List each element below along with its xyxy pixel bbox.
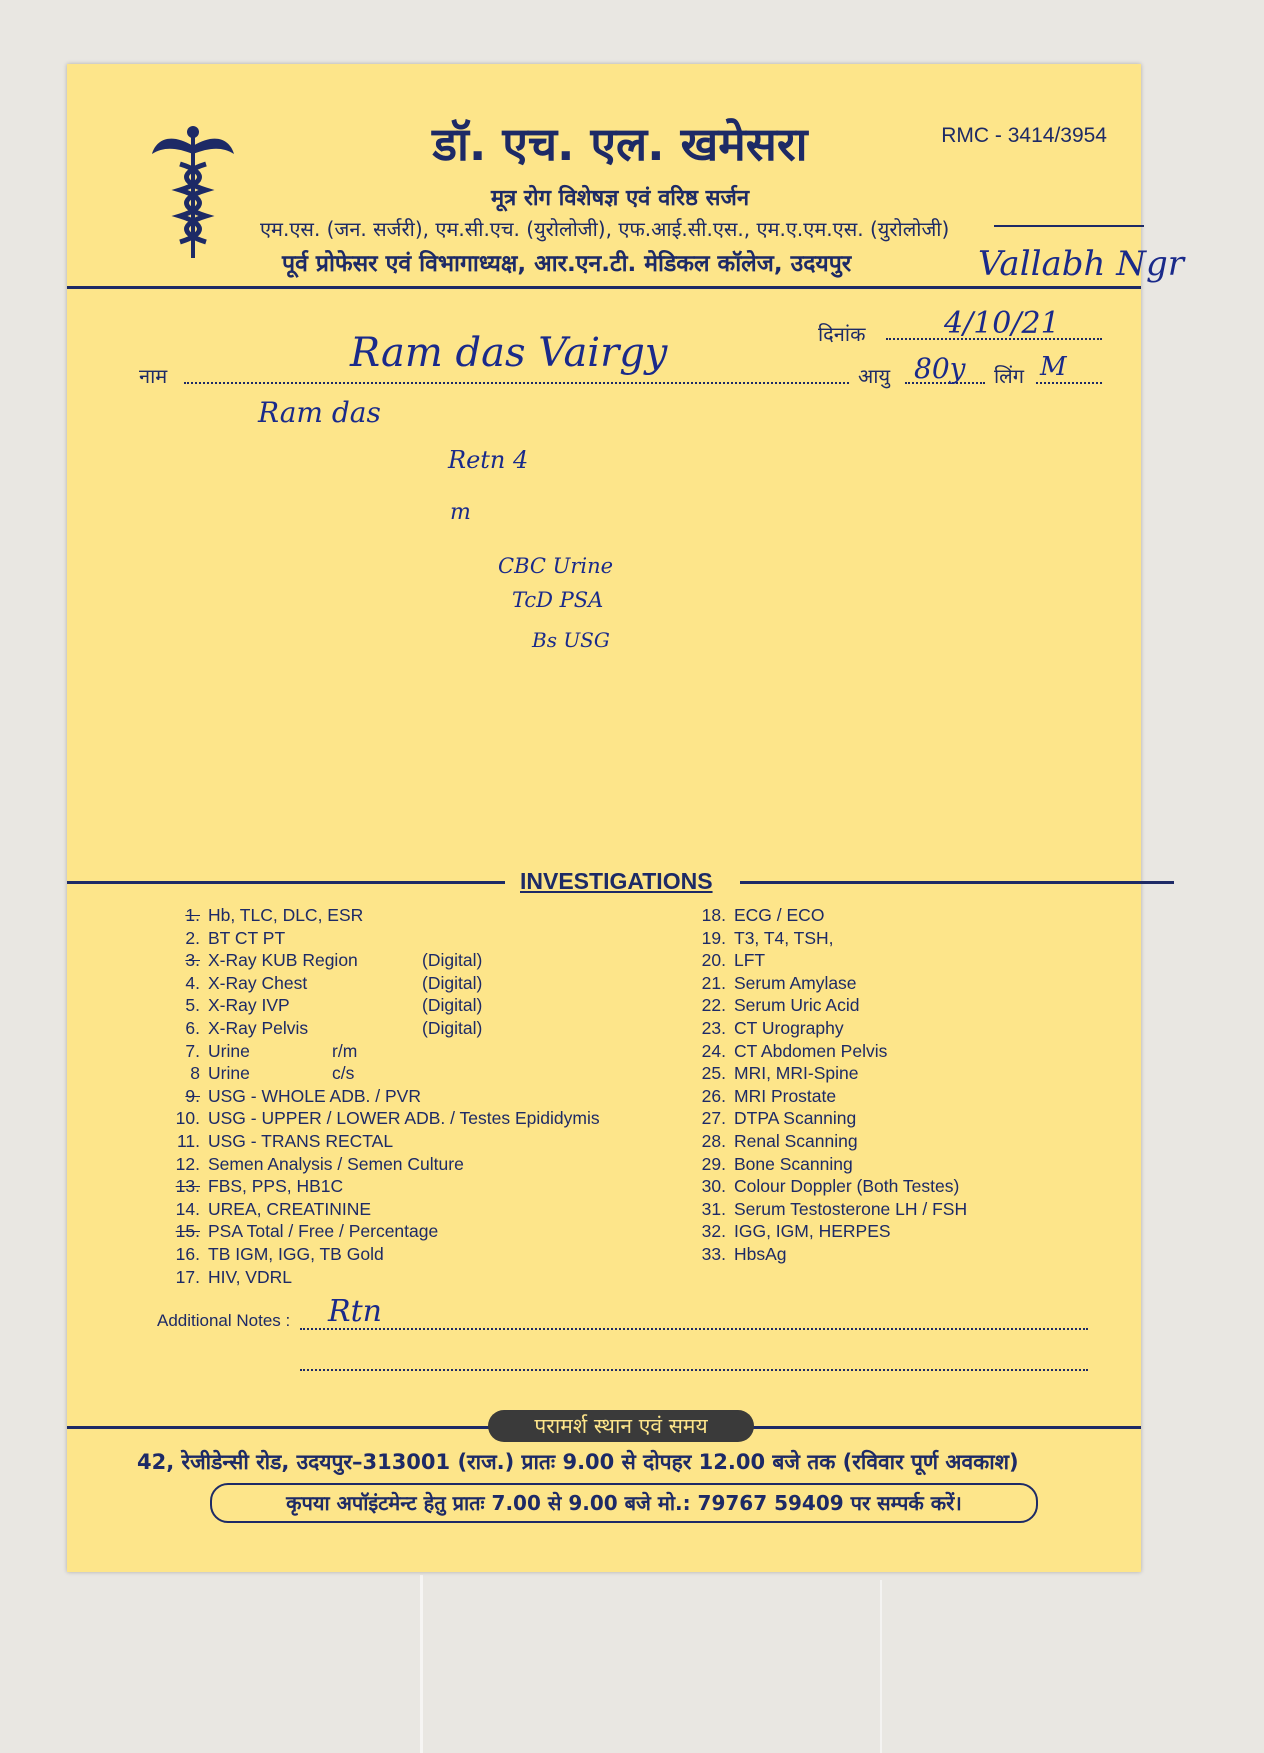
appointment-box: कृपया अपॉइंटमेन्ट हेतु प्रातः 7.00 से 9.00 बजे मो.: 79767 59409 पर सम्पर्क करें। [210, 1483, 1038, 1523]
additional-notes-value: Rtn [328, 1294, 382, 1329]
investigation-number: 3. [185, 950, 200, 971]
age-value: 80y [914, 352, 966, 385]
investigation-number: 8 [190, 1063, 200, 1084]
investigation-name: Hb, TLC, DLC, ESR [208, 905, 364, 925]
investigation-item [154, 1085, 600, 1108]
investigation-name: X-Ray KUB Region [208, 950, 358, 971]
investigation-item [154, 1220, 600, 1243]
backdrop-streak [420, 1575, 423, 1753]
backdrop-streak [880, 1580, 882, 1753]
clinic-address: 42, रेजीडेन्सी रोड, उदयपुर–313001 (राज.) प्रातः 9.00 से दोपहर 12.00 बजे तक (रविवार पूर्ण अवकाश) [137, 1450, 1019, 1474]
investigation-name: Colour Doppler (Both Testes) [734, 1176, 960, 1197]
investigation-number: 2. [185, 927, 200, 948]
investigation-name: MRI, MRI-Spine [734, 1063, 859, 1084]
investigations-rule-left [67, 881, 505, 884]
handwritten-note: CBC Urine [498, 554, 614, 578]
investigation-name: Semen Analysis / Semen Culture [208, 1153, 464, 1174]
sex-label: लिंग [994, 364, 1024, 388]
investigation-number: 5. [185, 995, 200, 1016]
investigation-number: 12. [175, 1153, 200, 1174]
handwritten-location: Vallabh Ngr [978, 244, 1184, 284]
investigation-number: 22. [701, 995, 726, 1016]
investigation-name: X-Ray Pelvis [208, 1017, 309, 1038]
investigation-name: X-Ray Chest [208, 972, 308, 993]
investigation-number: 10. [175, 1108, 200, 1129]
investigations-title: INVESTIGATIONS [520, 868, 713, 894]
investigation-number: 25. [701, 1063, 726, 1084]
handwritten-note: Ram das [258, 396, 381, 429]
investigation-number: 18. [701, 905, 726, 925]
investigation-item [680, 904, 967, 927]
investigation-item [154, 1153, 600, 1176]
investigation-item [680, 1153, 967, 1176]
name-value: Ram das Vairgy [350, 330, 668, 376]
investigation-name: LFT [734, 950, 766, 971]
investigation-number: 4. [185, 972, 200, 993]
investigation-item [680, 1062, 967, 1085]
investigations-rule-right [740, 881, 1174, 884]
degrees-line [994, 225, 1144, 227]
investigation-name: PSA Total / Free / Percentage [208, 1221, 439, 1242]
investigation-item [154, 1198, 600, 1221]
investigation-number: 14. [175, 1198, 200, 1219]
investigations-list-left [154, 904, 600, 1288]
sex-value: M [1040, 352, 1067, 382]
investigation-item [154, 1266, 600, 1289]
investigation-item [680, 972, 967, 995]
investigation-number: 21. [701, 972, 726, 993]
investigation-item [680, 1107, 967, 1130]
investigation-number: 26. [701, 1085, 726, 1106]
investigation-number: 19. [701, 927, 726, 948]
investigation-item [154, 994, 600, 1017]
investigation-item [680, 1243, 967, 1266]
investigation-number: 16. [175, 1243, 200, 1264]
investigation-modality: (Digital) [422, 1017, 483, 1038]
investigation-number: 13. [175, 1176, 200, 1197]
investigation-item [680, 1198, 967, 1221]
investigation-name: Serum Testosterone LH / FSH [734, 1198, 968, 1219]
investigation-modality: c/s [332, 1063, 355, 1084]
investigation-item [154, 1130, 600, 1153]
investigation-name: USG - TRANS RECTAL [208, 1130, 394, 1151]
investigation-name: IGG, IGM, HERPES [734, 1221, 891, 1242]
notes-dots-2 [300, 1369, 1088, 1371]
investigation-name: Renal Scanning [734, 1130, 858, 1151]
investigation-name: DTPA Scanning [734, 1108, 857, 1129]
investigation-number: 31. [701, 1198, 726, 1219]
investigation-name: USG - WHOLE ADB. / PVR [208, 1085, 421, 1106]
investigation-modality: (Digital) [422, 972, 483, 993]
name-label: नाम [139, 364, 168, 388]
name-dots [184, 382, 849, 384]
consult-badge: परामर्श स्थान एवं समय [488, 1410, 754, 1442]
investigation-name: Serum Uric Acid [734, 995, 860, 1016]
notes-dots-1 [300, 1328, 1088, 1330]
investigation-number: 29. [701, 1153, 726, 1174]
sex-dots [1036, 382, 1102, 384]
investigation-number: 27. [701, 1108, 726, 1129]
investigation-number: 24. [701, 1040, 726, 1061]
investigation-item [680, 927, 967, 950]
investigation-number: 28. [701, 1130, 726, 1151]
investigation-item [680, 1040, 967, 1063]
investigation-name: T3, T4, TSH, [734, 927, 834, 948]
investigation-number: 32. [701, 1221, 726, 1242]
handwritten-note: Bs USG [532, 628, 610, 652]
date-label: दिनांक [818, 322, 866, 346]
investigation-item [680, 949, 967, 972]
handwritten-note: Retn 4 [448, 446, 529, 474]
investigation-number: 6. [185, 1017, 200, 1038]
investigation-number: 33. [701, 1243, 726, 1264]
investigation-name: Urine [208, 1040, 250, 1061]
investigation-modality: r/m [332, 1040, 358, 1061]
investigation-number: 7. [185, 1040, 200, 1061]
handwritten-note: m [450, 500, 471, 525]
investigation-item [154, 972, 600, 995]
investigation-name: TB IGM, IGG, TB Gold [208, 1243, 384, 1264]
prescription-sheet [67, 64, 1141, 1572]
investigations-list-right [680, 904, 967, 1266]
handwritten-note: TcD PSA [512, 588, 604, 612]
investigation-number: 20. [701, 950, 726, 971]
investigation-item [680, 1017, 967, 1040]
investigation-name: HIV, VDRL [208, 1266, 292, 1287]
investigation-name: Urine [208, 1063, 250, 1084]
investigation-modality: (Digital) [422, 950, 483, 971]
investigation-item [680, 1085, 967, 1108]
investigation-name: BT CT PT [208, 927, 286, 948]
rmc-number: RMC - 3414/3954 [941, 124, 1107, 147]
investigation-number: 1. [185, 905, 200, 925]
investigation-item [680, 994, 967, 1017]
former-position: पूर्व प्रोफेसर एवं विभागाध्यक्ष, आर.एन.टी. मेडिकल कॉलेज, उदयपुर [282, 251, 852, 277]
investigation-item [154, 1107, 600, 1130]
investigation-number: 23. [701, 1017, 726, 1038]
investigation-name: USG - UPPER / LOWER ADB. / Testes Epididymis [208, 1108, 600, 1129]
investigation-item [154, 1175, 600, 1198]
investigation-name: UREA, CREATININE [208, 1198, 372, 1219]
investigation-name: Serum Amylase [734, 972, 857, 993]
investigation-name: CT Abdomen Pelvis [734, 1040, 888, 1061]
investigation-item [154, 1040, 600, 1063]
age-label: आयु [858, 364, 891, 388]
investigation-item [154, 1062, 600, 1085]
investigation-item [154, 904, 600, 927]
investigation-item [154, 1243, 600, 1266]
date-value: 4/10/21 [944, 306, 1060, 341]
investigation-item [154, 927, 600, 950]
investigation-name: MRI Prostate [734, 1085, 837, 1106]
investigation-item [680, 1220, 967, 1243]
investigation-name: X-Ray IVP [208, 995, 290, 1016]
degrees: एम.एस. (जन. सर्जरी), एम.सी.एच. (युरोलोजी), एफ.आई.सी.एस., एम.ए.एम.एस. (युरोलोजी) [260, 217, 950, 241]
investigation-number: 30. [701, 1176, 726, 1197]
investigation-number: 9. [185, 1085, 200, 1106]
investigation-item [154, 1017, 600, 1040]
investigation-item [680, 1175, 967, 1198]
investigation-modality: (Digital) [422, 995, 483, 1016]
investigation-name: Bone Scanning [734, 1153, 853, 1174]
additional-notes-label: Additional Notes : [157, 1311, 291, 1330]
investigation-item [680, 1130, 967, 1153]
specialty: मूत्र रोग विशेषज्ञ एवं वरिष्ठ सर्जन [490, 186, 750, 211]
doctor-name: डॉ. एच. एल. खमेसरा [432, 117, 808, 171]
investigation-name: HbsAg [734, 1243, 787, 1264]
investigation-number: 11. [176, 1130, 200, 1151]
investigation-number: 17. [175, 1266, 200, 1287]
investigation-number: 15. [175, 1221, 200, 1242]
investigation-name: ECG / ECO [734, 905, 825, 925]
investigation-item [154, 949, 600, 972]
caduceus-logo [150, 124, 236, 264]
investigation-name: FBS, PPS, HB1C [208, 1176, 344, 1197]
header-rule [67, 286, 1141, 289]
investigation-name: CT Urography [734, 1017, 844, 1038]
